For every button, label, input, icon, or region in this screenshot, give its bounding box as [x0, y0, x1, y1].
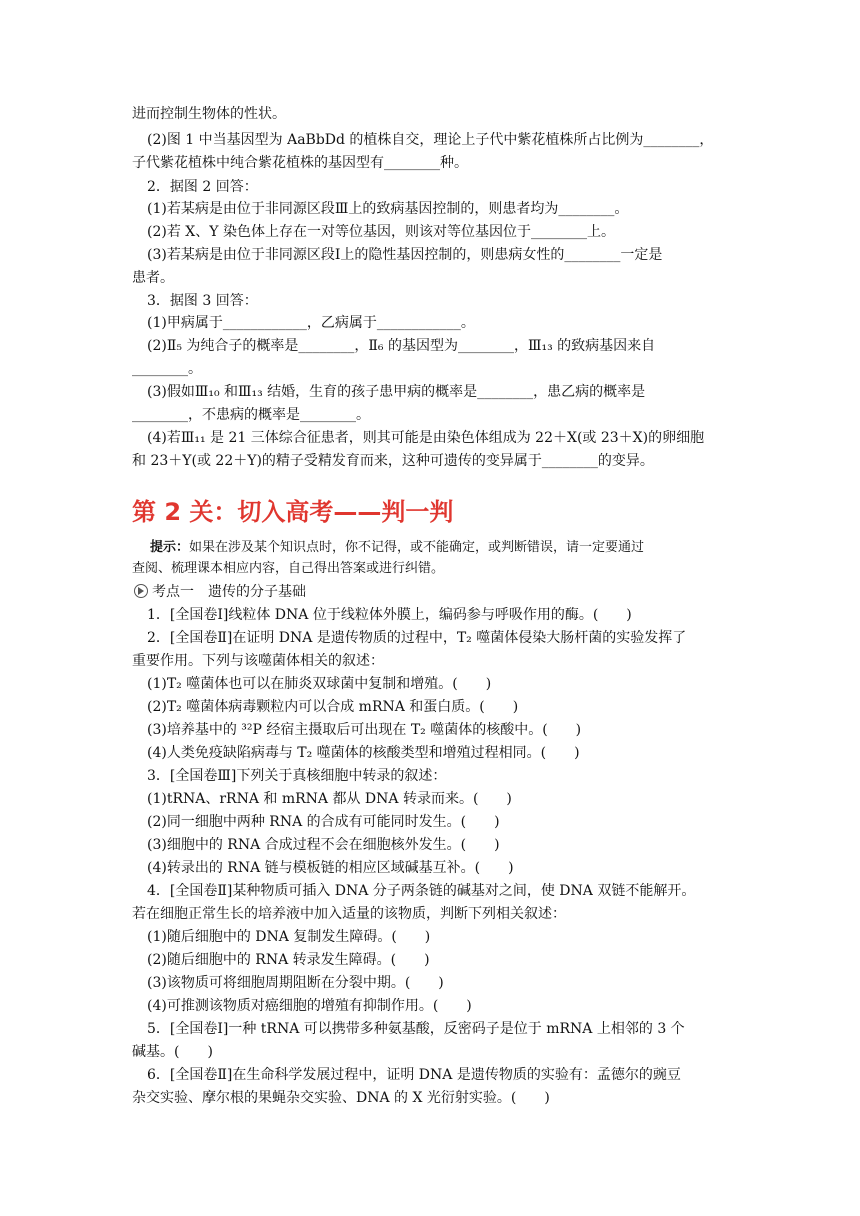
text-line: 患者。 — [132, 270, 174, 286]
question-line: (1)随后细胞中的 DNA 复制发生障碍。( ) — [147, 929, 431, 945]
question-line: 3．[全国卷Ⅲ]下列关于真核细胞中转录的叙述： — [147, 768, 447, 784]
question-line: (2)T₂ 噬菌体病毒颗粒内可以合成 mRNA 和蛋白质。( ) — [147, 699, 519, 715]
question-line: (4)可推测该物质对癌细胞的增殖有抑制作用。( ) — [147, 998, 472, 1014]
question-line: 若在细胞正常生长的培养液中加入适量的该物质，判断下列相关叙述： — [132, 906, 566, 922]
question-line: (1)T₂ 噬菌体也可以在肺炎双球菌中复制和增殖。( ) — [147, 676, 492, 692]
text-line: 3．据图 3 回答： — [147, 293, 258, 309]
question-line: 2．[全国卷Ⅱ]在证明 DNA 是遗传物质的过程中，T₂ 噬菌体侵染大肠杆菌的实验发挥了 — [147, 630, 687, 646]
text-line: (4)若Ⅲ₁₁ 是 21 三体综合征患者，则其可能是由染色体组成为 22＋X(或 23＋X)的卵细胞 — [147, 430, 705, 446]
text-line: ________。 — [132, 361, 202, 377]
question-line: 5．[全国卷Ⅰ]一种 tRNA 可以携带多种氨基酸，反密码子是位于 mRNA 上相邻的 3 个 — [147, 1021, 685, 1037]
question-line: (4)人类免疫缺陷病毒与 T₂ 噬菌体的核酸类型和增殖过程相同。( ) — [147, 745, 580, 761]
section-title: 第 2 关：切入高考——判一判 — [132, 498, 454, 526]
question-line: 6．[全国卷Ⅱ]在生命科学发展过程中，证明 DNA 是遗传物质的实验有：孟德尔的豌豆 — [147, 1067, 681, 1083]
text-line: (3)假如Ⅲ₁₀ 和Ⅲ₁₃ 结婚，生育的孩子患甲病的概率是________，患乙病的概率是 — [147, 384, 646, 400]
text-line: (1)甲病属于____________，乙病属于____________。 — [147, 315, 475, 331]
text-line: (2)图 1 中当基因型为 AaBbDd 的植株自交，理论上子代中紫花植株所占比例为________， — [147, 132, 714, 148]
question-line: (2)同一细胞中两种 RNA 的合成有可能同时发生。( ) — [147, 814, 500, 830]
circle-arrow-icon — [134, 584, 148, 598]
tip-label: 提示： — [150, 540, 190, 555]
text-line: 2．据图 2 回答： — [147, 179, 258, 195]
question-line: 1．[全国卷Ⅰ]线粒体 DNA 位于线粒体外膜上，编码参与呼吸作用的酶。( ) — [147, 607, 632, 623]
kaodian-heading — [134, 582, 734, 602]
tip-text: 查阅、梳理课本相应内容，自己得出答案或进行纠错。 — [132, 561, 445, 576]
question-line: 杂交实验、摩尔根的果蝇杂交实验、DNA 的 X 光衍射实验。( ) — [132, 1090, 550, 1106]
text-line: (3)若某病是由位于非同源区段Ⅰ上的隐性基因控制的，则患病女性的________一定是 — [147, 247, 663, 263]
text-line: 进而控制生物体的性状。 — [132, 106, 286, 122]
tip-line — [150, 538, 732, 558]
question-line: (2)随后细胞中的 RNA 转录发生障碍。( ) — [147, 952, 430, 968]
text-line: (1)若某病是由位于非同源区段Ⅲ上的致病基因控制的，则患者均为________。 — [147, 201, 629, 217]
question-line: (3)培养基中的 ³²P 经宿主摄取后可出现在 T₂ 噬菌体的核酸中。( ) — [147, 722, 582, 738]
text-line: 子代紫花植株中纯合紫花植株的基因型有________种。 — [132, 155, 468, 171]
question-line: 重要作用。下列与该噬菌体相关的叙述： — [132, 653, 384, 669]
text-line: ________，不患病的概率是________。 — [132, 407, 370, 423]
question-line: (1)tRNA、rRNA 和 mRNA 都从 DNA 转录而来。( ) — [147, 791, 512, 807]
tip-text: 如果在涉及某个知识点时，你不记得，或不能确定，或判断错误，请一定要通过 — [189, 540, 645, 555]
question-line: (4)转录出的 RNA 链与模板链的相应区域碱基互补。( ) — [147, 860, 514, 876]
text-line: (2)Ⅱ₅ 为纯合子的概率是________，Ⅱ₆ 的基因型为________，Ⅲ₁₃ 的致病基因来自 — [147, 338, 656, 354]
kaodian-label: 考点一 遗传的分子基础 — [152, 584, 306, 600]
question-line: 碱基。( ) — [132, 1044, 213, 1060]
question-line: (3)该物质可将细胞周期阻断在分裂中期。( ) — [147, 975, 444, 991]
text-line: (2)若 X、Y 染色体上存在一对等位基因，则该对等位基因位于________上。 — [147, 224, 615, 240]
question-line: (3)细胞中的 RNA 合成过程不会在细胞核外发生。( ) — [147, 837, 500, 853]
text-line: 和 23＋Y(或 22＋Y)的精子受精发育而来，这种可遗传的变异属于________的变异。 — [132, 453, 654, 469]
question-line: 4．[全国卷Ⅱ]某种物质可插入 DNA 分子两条链的碱基对之间，使 DNA 双链不能解开。 — [147, 883, 696, 899]
